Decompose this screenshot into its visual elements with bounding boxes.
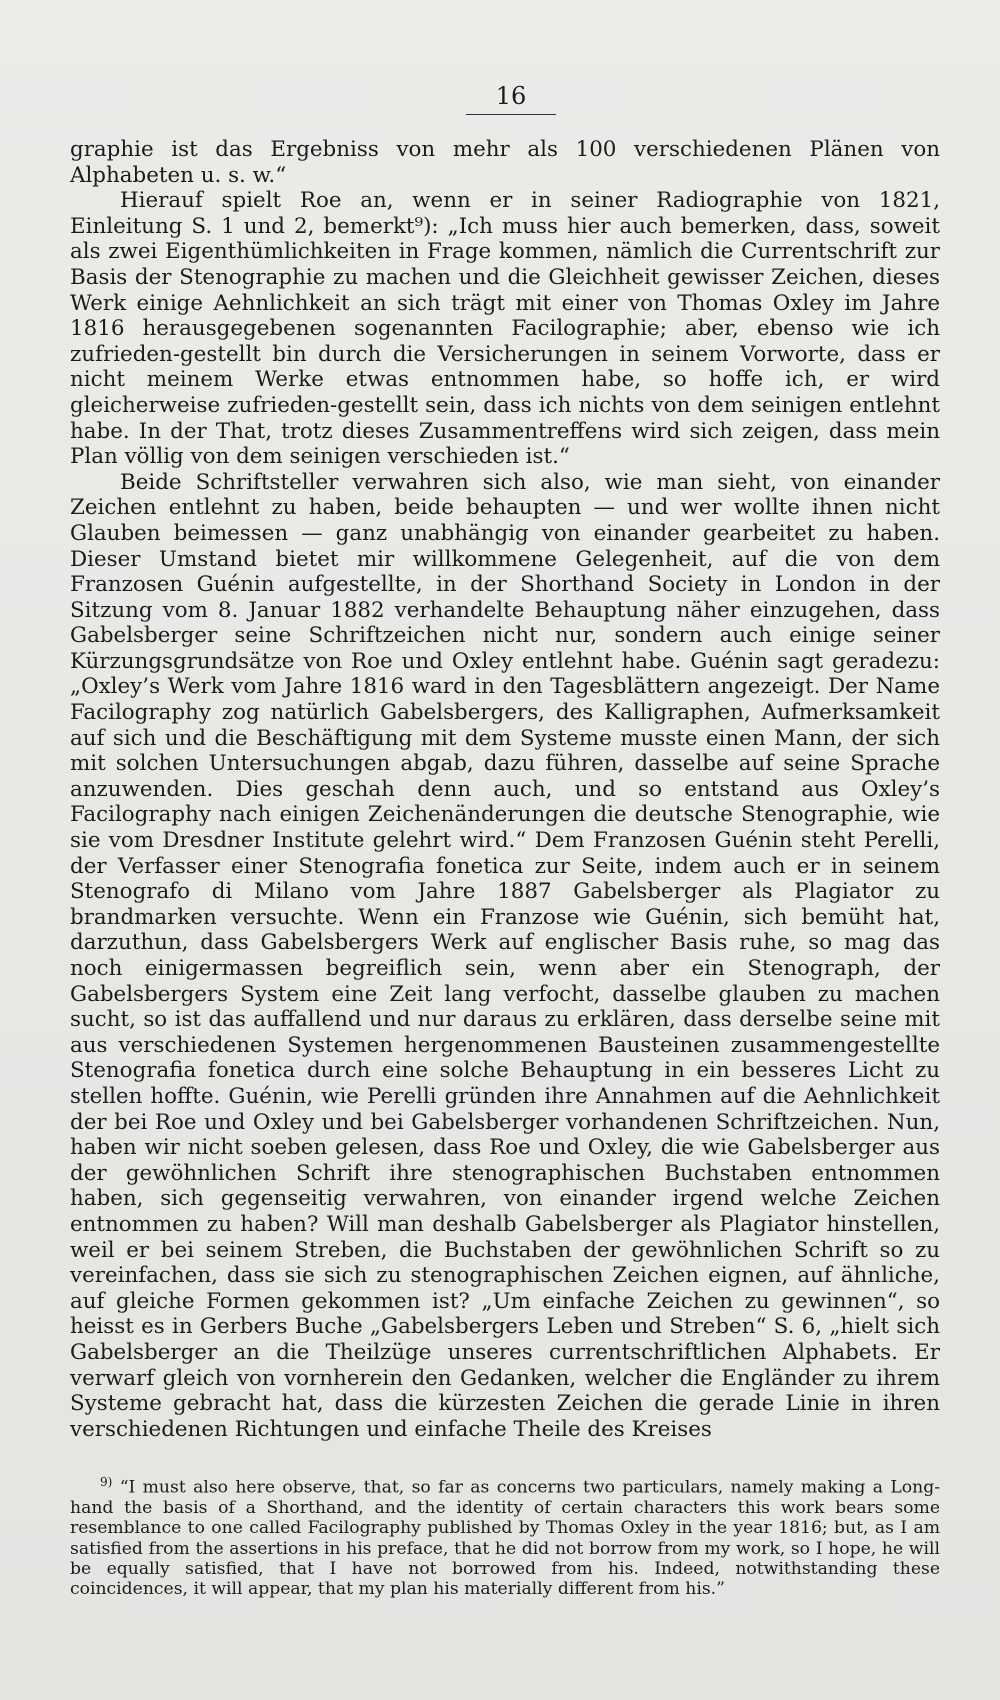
paragraph-2: Hierauf spielt Roe an, wenn er in seiner Radiographie von 1821, Einleitung S. 1 und 2, bemerkt⁹): „Ich muss hier auch bemerken, dass, soweit als zwei Eigenthümlichkeiten in Frage kommen, nämlich die Currentschrift zur Basis der Stenographie zu machen und die Gleichheit gewisser Zeichen, dieses Werk einige Aehnlichkeit an sich trägt mit einer von Thomas Oxley im Jahre 1816 herausgegebenen sogenannten Facilographie; aber, ebenso wie ich zufrieden-gestellt bin durch die Versicherungen in seinem Vorworte, dass er nicht meinem Werke etwas entnommen habe, so hoffe ich, er wird gleicherweise zufrieden-gestellt sein, dass ich nichts von dem seinigen entlehnt habe. In der That, trotz dieses Zusammentreffens wird sich zeigen, dass mein Plan völlig von dem seinigen verschieden ist.“ <box>70 188 940 470</box>
footnote-marker: 9) <box>100 1475 113 1490</box>
footnote <box>70 1472 940 1599</box>
footnote-text: “I must also here observe, that, so far as concerns two particulars, namely making a Long-hand the basis of a Shorthand, and the identity of certain characters this work bears some resemblance to one called Facilography published by Thomas Oxley in the year 1816; but, as I am satisfied from the assertions in his preface, that he did not borrow from my work, so I hope, he will be equally satisfied, that I have not borrowed from his. Indeed, notwithstanding these coincidences, it will appear, that my plan his materially different from his.” <box>70 1478 941 1600</box>
page-number: 16 <box>495 82 527 110</box>
main-text <box>70 137 940 1442</box>
paragraph-3: Beide Schriftsteller verwahren sich also, wie man sieht, von einander Zeichen entlehnt zu haben, beide behaupten — und wer wollte ihnen nicht Glauben beimessen — ganz unabhängig von einander gearbeitet zu haben. Dieser Umstand bietet mir willkommene Gelegenheit, auf die von dem Franzosen Guénin aufgestellte, in der Shorthand Society in London in der Sitzung vom 8. Januar 1882 verhandelte Behauptung näher einzugehen, dass Gabelsberger seine Schriftzeichen nicht nur, sondern auch einige seiner Kürzungsgrundsätze von Roe und Oxley entlehnt habe. Guénin sagt geradezu: „Oxley’s Werk vom Jahre 1816 ward in den Tagesblättern angezeigt. Der Name Facilography zog natürlich Gabelsbergers, des Kalligraphen, Aufmerksamkeit auf sich und die Beschäftigung mit dem Systeme musste einen Mann, der sich mit solchen Untersuchungen abgab, dazu führen, dasselbe auf seine Sprache anzuwenden. Dies geschah denn auch, und so entstand aus Oxley’s Facilography nach einigen Zeichenänderungen die deutsche Stenographie, wie sie vom Dresdner Institute gelehrt wird.“ Dem Franzosen Guénin steht Perelli, der Verfasser einer Stenografia fonetica zur Seite, indem auch er in seinem Stenografo di Milano vom Jahre 1887 Gabelsberger als Plagiator zu brandmarken versuchte. Wenn ein Franzose wie Guénin, sich bemüht hat, darzuthun, dass Gabelsbergers Werk auf englischer Basis ruhe, so mag das noch einigermassen begreiflich sein, wenn aber ein Stenograph, der Gabelsbergers System eine Zeit lang verfocht, dasselbe glauben zu machen sucht, so ist das auffallend und nur daraus zu erklären, dass derselbe seine mit aus verschiedenen Systemen hergenommenen Bausteinen zusammengestellte Stenografia fonetica durch eine solche Behauptung in ein besseres Licht zu stellen hoffte. Guénin, wie Perelli gründen ihre Annahmen auf die Aehnlichkeit der bei Roe und Oxley und bei Gabelsberger vorhandenen Schriftzeichen. Nun, haben wir nicht soeben gelesen, dass Roe und Oxley, die wie Gabelsberger aus der gewöhnlichen Schrift ihre stenographischen Buchstaben entnommen haben, sich gegenseitig verwahren, von einander irgend welche Zeichen entnommen zu haben? Will man deshalb Gabelsberger als Plagiator hinstellen, weil er bei seinem Streben, die Buchstaben der gewöhnlichen Schrift so zu vereinfachen, dass sie sich zu stenographischen Zeichen eignen, auf ähnliche, auf gleiche Formen gekommen ist? „Um einfache Zeichen zu gewinnen“, so heisst es in Gerbers Buche „Gabelsbergers Leben und Streben“ S. 6, „hielt sich Gabelsberger an die Theilzüge unseres currentschriftlichen Alphabets. Er verwarf gleich von vornherein den Gedanken, welcher die Engländer zu ihrem Systeme gebracht hat, dass die kürzesten Zeichen die gerade Linie in ihren verschiedenen Richtungen und einfache Theile des Kreises <box>70 469 940 1442</box>
paragraph-1: graphie ist das Ergebniss von mehr als 100 verschiedenen Plänen von Alphabeten u. s. w.“ <box>70 137 940 188</box>
page-number-rule <box>466 114 556 115</box>
